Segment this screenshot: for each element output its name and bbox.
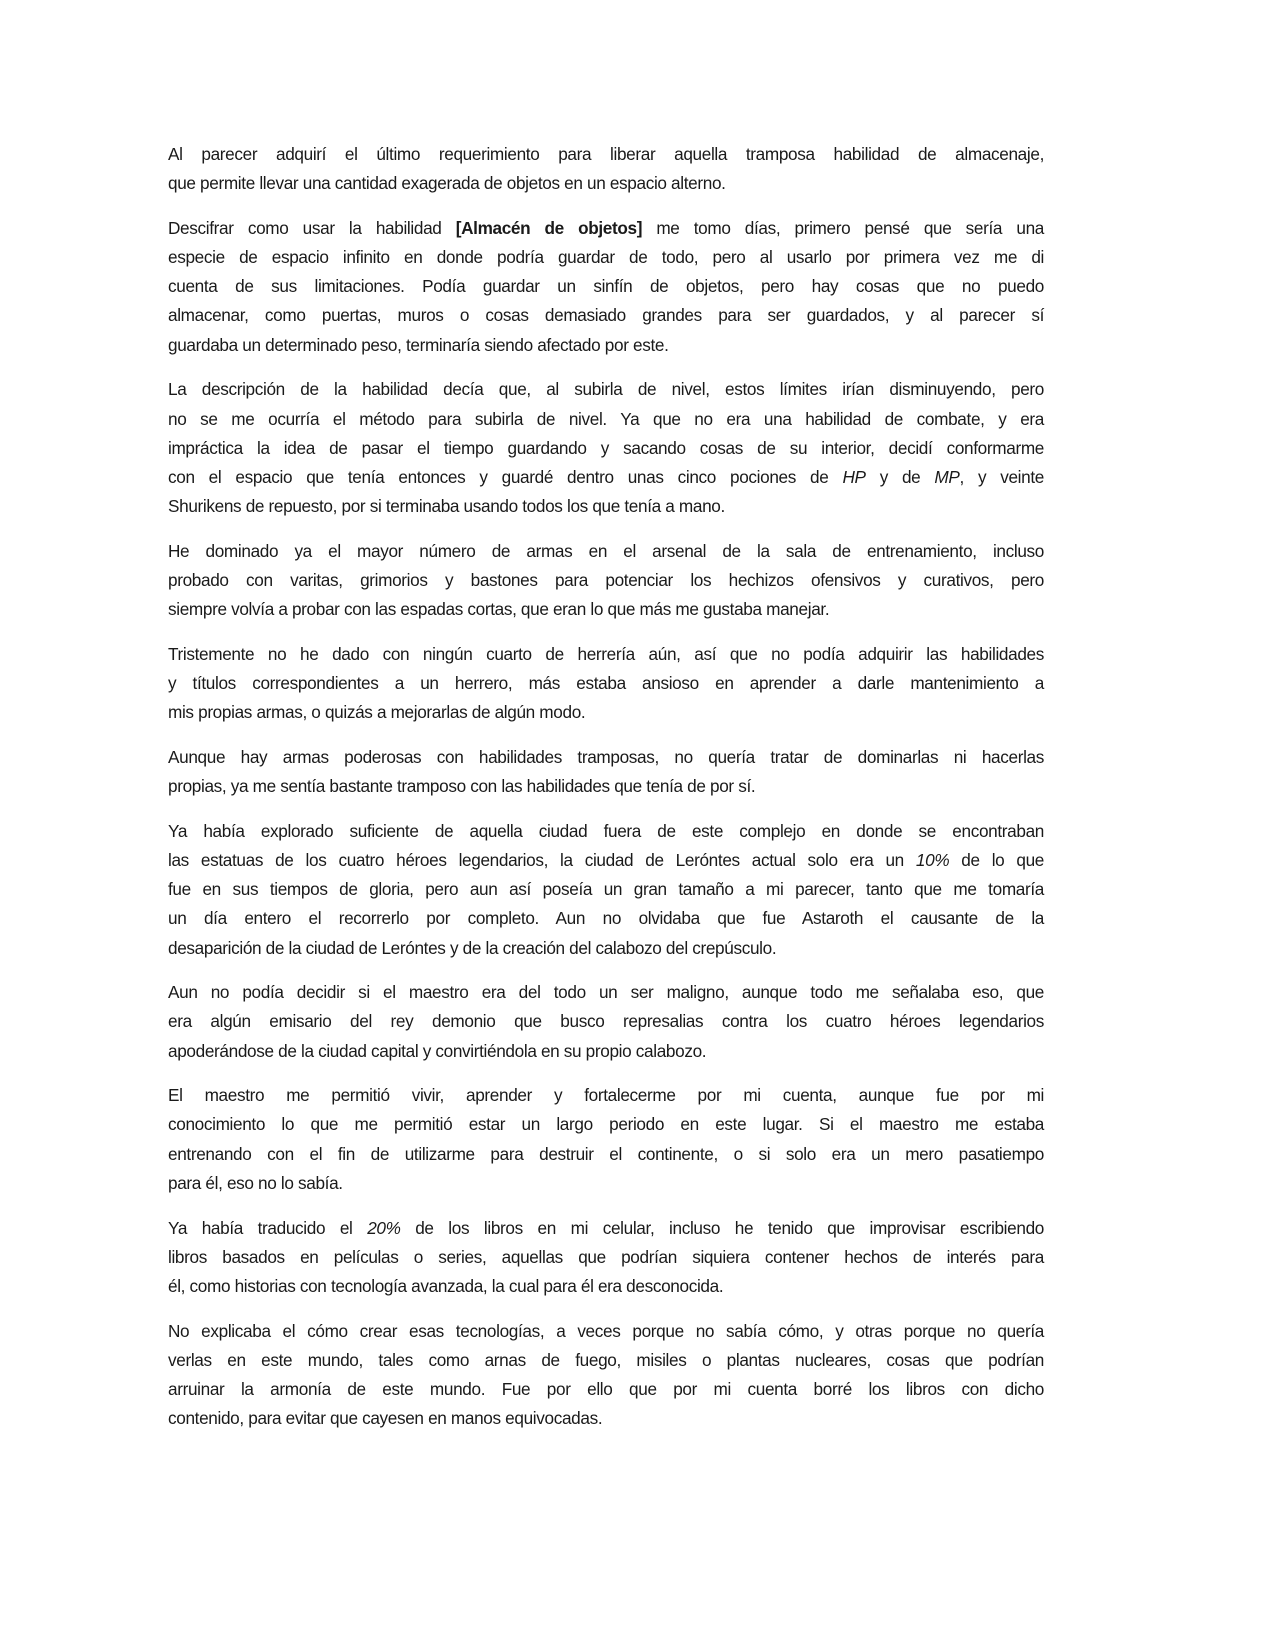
text-line [168, 405, 1044, 434]
text-run: no se me ocurría el método para subirla de nivel. Ya que no era una habilidad de combate, y era [168, 408, 1044, 429]
text-run: él, como historias con tecnología avanzada, la cual para él era desconocida. [168, 1275, 724, 1296]
text-line [168, 1317, 1044, 1346]
text-line [168, 492, 1044, 521]
text-run: para él, eso no lo sabía. [168, 1172, 343, 1193]
text-run: un día entero el recorrerlo por completo. Aun no olvidaba que fue Astaroth el causante de la [168, 908, 1044, 929]
text-run: y de [865, 466, 935, 487]
text-run: arruinar la armonía de este mundo. Fue por ello que por mi cuenta borré los libros con dicho [168, 1378, 1044, 1399]
text-line [168, 875, 1044, 904]
text-line [168, 375, 1044, 404]
text-run: Aunque hay armas poderosas con habilidades tramposas, no quería tratar de dominarlas ni hacerlas [168, 746, 1044, 767]
text-line [168, 272, 1044, 301]
text-line [168, 434, 1044, 463]
text-line [168, 978, 1044, 1007]
text-line [168, 1110, 1044, 1139]
text-run: de lo que [949, 849, 1045, 870]
text-run: entrenando con el fin de utilizarme para destruir el continente, o si solo era un mero pasatiempo [168, 1143, 1044, 1164]
text-line [168, 169, 1044, 198]
text-run: contenido, para evitar que cayesen en manos equivocadas. [168, 1408, 603, 1429]
text-run: era algún emisario del rey demonio que busco represalias contra los cuatro héroes legendarios [168, 1011, 1044, 1032]
text-line [168, 669, 1044, 698]
text-run: Descifrar como usar la habilidad [168, 217, 456, 238]
text-run: desaparición de la ciudad de Leróntes y de la creación del calabozo del crepúsculo. [168, 937, 777, 958]
text-run: impráctica la idea de pasar el tiempo guardando y sacando cosas de su interior, decidí conformarme [168, 437, 1044, 458]
text-line [168, 904, 1044, 933]
text-line [168, 1346, 1044, 1375]
text-run: me tomo días, primero pensé que sería una [642, 217, 1044, 238]
text-line [168, 331, 1044, 360]
text-run: y títulos correspondientes a un herrero, más estaba ansioso en aprender a darle mantenimiento a [168, 673, 1044, 693]
text-line [168, 934, 1044, 963]
text-run: propias, ya me sentía bastante tramposo con las habilidades que tenía de por sí. [168, 776, 756, 797]
text-line [168, 1037, 1044, 1066]
text-run: probado con varitas, grimorios y bastones para potenciar los hechizos ofensivos y curativos, pero [168, 569, 1044, 590]
text-run: mis propias armas, o quizás a mejorarlas de algún modo. [168, 702, 586, 723]
text-line [168, 214, 1044, 243]
text-run: apoderándose de la ciudad capital y convirtiéndola en su propio calabozo. [168, 1040, 707, 1061]
text-line [168, 1007, 1044, 1036]
text-line [168, 817, 1044, 846]
text-run: Tristemente no he dado con ningún cuarto de herrería aún, así que no podía adquirir las habilidades [168, 643, 1044, 664]
bold-skill-name: [Almacén de objetos] [455, 217, 643, 238]
italic-term: MP [934, 466, 960, 487]
text-run: He dominado ya el mayor número de armas en el arsenal de la sala de entrenamiento, incluso [168, 540, 1044, 561]
text-run: verlas en este mundo, tales como arnas de fuego, misiles o plantas nucleares, cosas que podrían [168, 1349, 1044, 1370]
text-line [168, 698, 1044, 727]
italic-term: 20% [367, 1217, 401, 1238]
text-run: Al parecer adquirí el último requerimiento para liberar aquella tramposa habilidad de almacenaje, [168, 144, 1044, 164]
text-line [168, 846, 1044, 875]
text-run: No explicaba el cómo crear esas tecnologías, a veces porque no sabía cómo, y otras porque no quería [168, 1320, 1044, 1341]
paragraph [168, 1081, 1044, 1198]
text-run: cuenta de sus limitaciones. Podía guardar un sinfín de objetos, pero hay cosas que no puedo [168, 276, 1044, 297]
text-run: fue en sus tiempos de gloria, pero aun así poseía un gran tamaño a mi parecer, tanto que me tomaría [168, 879, 1044, 900]
text-line [168, 595, 1044, 624]
text-run: La descripción de la habilidad decía que, al subirla de nivel, estos límites irían disminuyendo, pero [168, 379, 1044, 400]
text-line [168, 1169, 1044, 1198]
text-run: con el espacio que tenía entonces y guardé dentro unas cinco pociones de [168, 466, 843, 487]
paragraph [168, 640, 1044, 728]
text-run: libros basados en películas o series, aquellas que podrían siquiera contener hechos de interés para [168, 1246, 1044, 1267]
text-run: de los libros en mi celular, incluso he tenido que improvisar escribiendo [400, 1217, 1044, 1238]
text-run: las estatuas de los cuatro héroes legendarios, la ciudad de Leróntes actual solo era un [168, 849, 916, 870]
text-run: siempre volvía a probar con las espadas cortas, que eran lo que más me gustaba manejar. [168, 599, 830, 620]
document-body [168, 140, 1044, 1449]
text-line [168, 537, 1044, 566]
text-line [168, 243, 1044, 272]
paragraph [168, 214, 1044, 360]
text-line [168, 772, 1044, 801]
text-run: que permite llevar una cantidad exagerada de objetos en un espacio alterno. [168, 173, 726, 194]
paragraph [168, 1317, 1044, 1434]
text-run: conocimiento lo que me permitió estar un largo periodo en este lugar. Si el maestro me estaba [168, 1114, 1044, 1135]
text-line [168, 566, 1044, 595]
paragraph [168, 743, 1044, 801]
text-run: guardaba un determinado peso, terminaría siendo afectado por este. [168, 334, 669, 355]
text-line [168, 743, 1044, 772]
text-line [168, 140, 1044, 169]
text-line [168, 1081, 1044, 1110]
text-run: Ya había traducido el [168, 1217, 368, 1238]
paragraph [168, 978, 1044, 1066]
italic-term: HP [842, 466, 866, 487]
italic-term: 10% [915, 849, 950, 870]
text-line [168, 301, 1044, 330]
text-run: Shurikens de repuesto, por si terminaba usando todos los que tenía a mano. [168, 496, 725, 517]
text-line [168, 1140, 1044, 1169]
text-run: Ya había explorado suficiente de aquella ciudad fuera de este complejo en donde se encontraban [168, 820, 1044, 841]
text-line [168, 1243, 1044, 1272]
paragraph [168, 817, 1044, 963]
text-run: El maestro me permitió vivir, aprender y fortalecerme por mi cuenta, aunque fue por mi [168, 1085, 1044, 1106]
text-run: especie de espacio infinito en donde podría guardar de todo, pero al usarlo por primera vez me di [168, 247, 1044, 268]
paragraph [168, 1214, 1044, 1302]
text-line [168, 463, 1044, 492]
text-run: Aun no podía decidir si el maestro era del todo un ser maligno, aunque todo me señalaba eso, que [168, 982, 1044, 1003]
text-run: , y veinte [959, 466, 1044, 487]
paragraph [168, 140, 1044, 198]
paragraph [168, 375, 1044, 521]
text-line [168, 640, 1044, 669]
text-line [168, 1375, 1044, 1404]
text-line [168, 1272, 1044, 1301]
text-run: almacenar, como puertas, muros o cosas demasiado grandes para ser guardados, y al parecer sí [168, 305, 1044, 326]
text-line [168, 1404, 1044, 1433]
paragraph [168, 537, 1044, 625]
text-line [168, 1214, 1044, 1243]
